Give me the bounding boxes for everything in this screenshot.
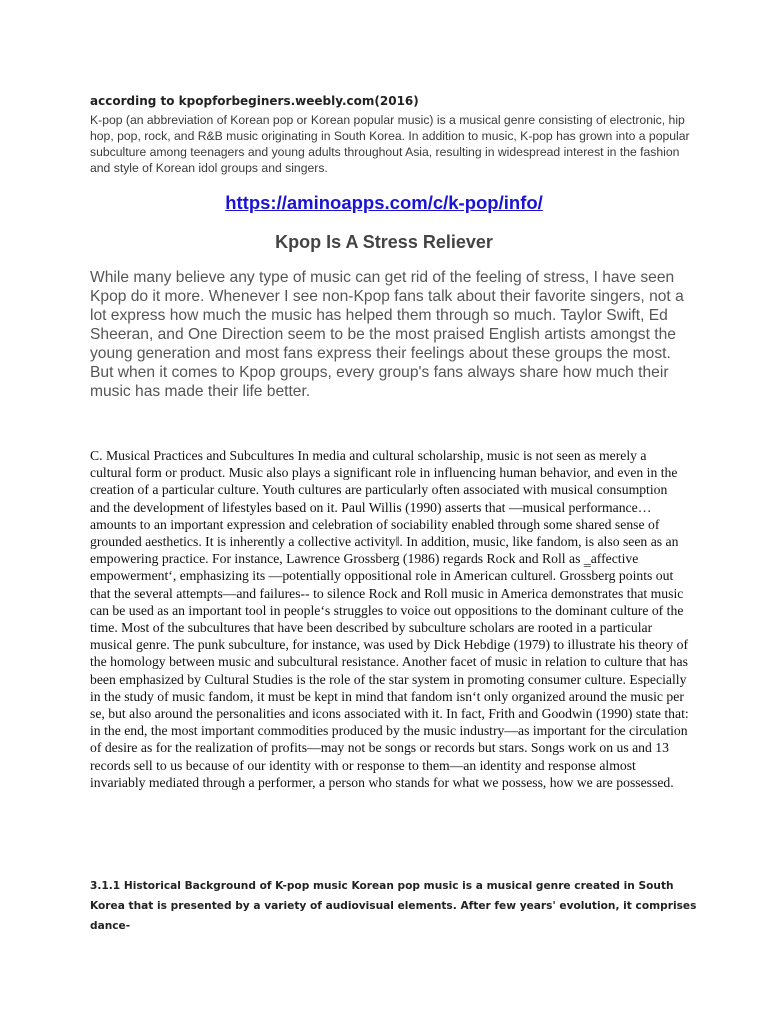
source-citation: according to kpopforbeginers.weebly.com(2016) xyxy=(90,94,419,108)
stress-reliever-paragraph: While many believe any type of music can get rid of the feeling of stress, I have seen Kpop do it more. Whenever I see non-Kpop fans talk about their favorite singers, not a lot express how much the music has helped them through so much. Taylor Swift, Ed Sheeran, and One Direction seem to be the most praised English artists amongst the young generation and most fans express their feelings about these groups the most. But when it comes to Kpop groups, every group's fans always share how much their music has made their life better. xyxy=(90,269,684,400)
intro-paragraph: K-pop (an abbreviation of Korean pop or Korean popular music) is a musical genre consisting of electronic, hip hop, pop, rock, and R&B music originating in South Korea. In addition to music, K-pop has grown into a popular subculture among teenagers and young adults throughout Asia, resulting in widespread interest in the fashion and style of Korean idol groups and singers. xyxy=(90,113,690,175)
scholarship-paragraph: C. Musical Practices and Subcultures In media and cultural scholarship, music is not seen as merely a cultural form or product. Music also plays a significant role in influencing human behavior, and even in the creation of a particular culture. Youth cultures are particularly often associated with musical consumption and the development of lifestyles based on it. Paul Willis (1990) asserts that ―musical performance… amounts to an important expression and celebration of sociability enabled through some shared sense of grounded aesthetics. It is inherently a collective activity‖. In addition, music, like fandom, is also seen as an empowering practice. For instance, Lawrence Grossberg (1986) regards Rock and Roll as ‗affective empowerment‘, emphasizing its ―potentially oppositional role in American culture‖. Grossberg points out that the several attempts—and failures-- to silence Rock and Roll music in America demonstrates that music can be used as an important tool in people‘s struggles to voice out oppositions to the dominant culture of the time. Most of the subcultures that have been described by subculture scholars are rooted in a particular musical genre. The punk subculture, for instance, was used by Dick Hebdige (1979) to illustrate his theory of the homology between music and subcultural resistance. Another facet of music in relation to culture that has been emphasized by Cultural Studies is the role of the star system in promoting consumer culture. Especially in the study of music fandom, it must be kept in mind that fandom isn‘t only organized around the music per se, but also around the personalities and icons associated with it. In fact, Frith and Goodwin (1990) state that: in the end, the most important commodities produced by the music industry—as important for the circulation of desire as for the realization of profits—may not be songs or records but stars. Songs work on us and 13 records sell to us because of our identity with or response to them—an identity and response almost invariably mediated through a performer, a person who stands for what we possess, how we are possessed. xyxy=(90,448,689,790)
link-line xyxy=(0,192,768,214)
aminoapps-link[interactable]: https://aminoapps.com/c/k-pop/info/ xyxy=(225,192,543,213)
historical-background-paragraph: 3.1.1 Historical Background of K-pop music Korean pop music is a musical genre created in South Korea that is presented by a variety of audiovisual elements. After few years' evolution, it comprises dance- xyxy=(90,880,697,932)
section-heading: Kpop Is A Stress Reliever xyxy=(275,232,493,252)
